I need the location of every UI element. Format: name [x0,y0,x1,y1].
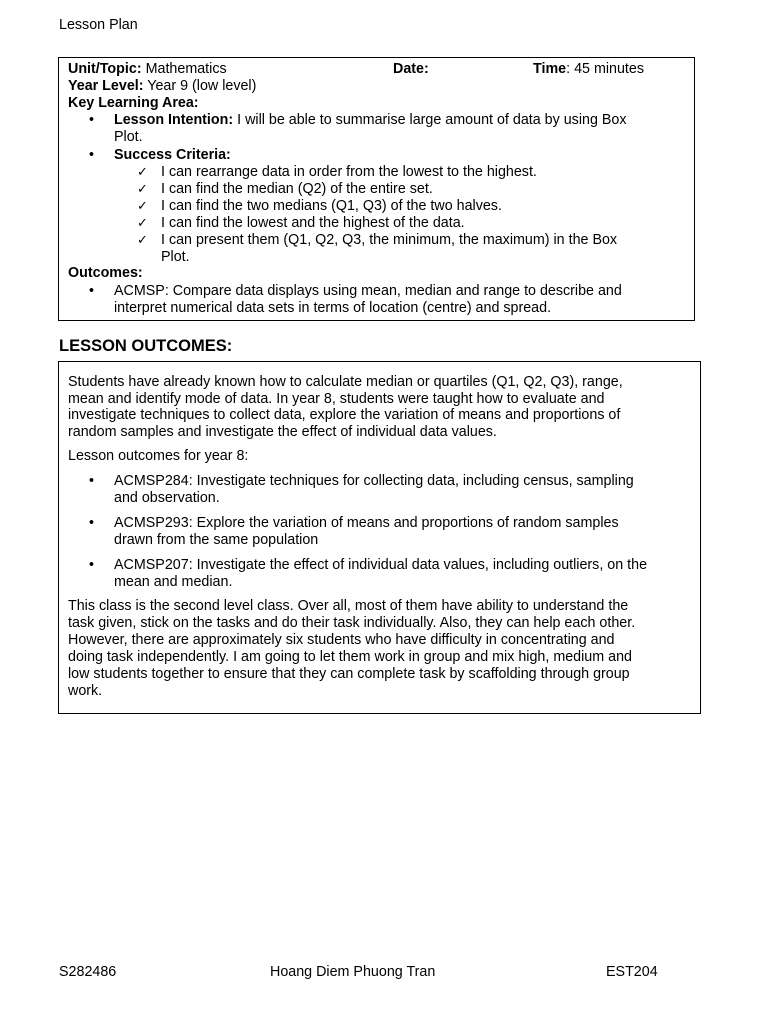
outcome-item-continuation: mean and median. [114,574,233,590]
lesson-outcomes-heading: LESSON OUTCOMES: [59,337,233,355]
lesson-outcomes-box [58,361,701,714]
outcome-text-continuation: interpret numerical data sets in terms of location (centre) and spread. [114,300,552,316]
checkmark-icon: ✓ [137,165,148,180]
footer-student-id: S282486 [59,964,117,980]
bullet-dot: • [89,515,95,531]
criteria-item: I can find the median (Q2) of the entire set. [161,181,433,197]
paragraph-line: investigate techniques to collect data, explore the variation of means and proportions of [68,407,621,423]
paragraph-line: random samples and investigate the effect of individual data values. [68,424,497,440]
bullet-dot: • [89,283,95,299]
lesson-intention-row [114,112,627,129]
paragraph-line: work. [68,683,103,699]
checkmark-icon: ✓ [137,199,148,214]
outcome-item: ACMSP207: Investigate the effect of individual data values, including outliers, on the [114,557,648,573]
year-value: Year 9 (low level) [147,78,257,94]
checkmark-icon: ✓ [137,216,148,231]
paragraph-line: This class is the second level class. Over all, most of them have ability to understand the [68,598,629,614]
success-criteria-label: Success Criteria: [114,147,231,163]
outcome-item-continuation: drawn from the same population [114,532,319,548]
unit-label: Unit/Topic: [68,61,142,77]
criteria-item: I can find the two medians (Q1, Q3) of the two halves. [161,198,502,214]
intention-text: I will be able to summarise large amount of data by using Box [237,112,627,128]
page-header-title: Lesson Plan [59,17,138,33]
criteria-item: I can present them (Q1, Q2, Q3, the minimum, the maximum) in the Box [161,232,618,248]
time-label: Time [533,61,567,77]
time-row [533,61,644,78]
paragraph-line: mean and identify mode of data. In year 8, students were taught how to evaluate and [68,391,605,407]
paragraph-line: low students together to ensure that they can complete task by scaffolding through group [68,666,630,682]
year-label: Year Level: [68,78,144,94]
time-value: : 45 minutes [566,61,645,77]
lesson-plan-box [58,57,695,321]
footer-course: EST204 [606,964,658,980]
paragraph-line: Students have already known how to calculate median or quartiles (Q1, Q2, Q3), range, [68,374,623,390]
intention-continuation: Plot. [114,129,143,145]
outcome-item-continuation: and observation. [114,490,220,506]
checkmark-icon: ✓ [137,233,148,248]
criteria-continuation: Plot. [161,249,190,265]
outcome-text: ACMSP: Compare data displays using mean, median and range to describe and [114,283,622,299]
bullet-dot: • [89,147,95,163]
bullet-dot: • [89,112,95,128]
checkmark-icon: ✓ [137,182,148,197]
intention-label: Lesson Intention: [114,112,234,128]
paragraph-line: doing task independently. I am going to let them work in group and mix high, medium and [68,649,632,665]
paragraph-line: However, there are approximately six students who have difficulty in concentrating and [68,632,615,648]
criteria-item: I can rearrange data in order from the lowest to the highest. [161,164,537,180]
criteria-item: I can find the lowest and the highest of the data. [161,215,465,231]
unit-value: Mathematics [145,61,227,77]
bullet-dot: • [89,473,95,489]
paragraph-line: task given, stick on the tasks and do their task individually. Also, they can help each other. [68,615,636,631]
year8-intro: Lesson outcomes for year 8: [68,448,249,464]
key-learning-area-label: Key Learning Area: [68,95,199,111]
year-level-row [68,78,256,95]
footer-author: Hoang Diem Phuong Tran [270,964,436,980]
outcomes-label: Outcomes: [68,265,143,281]
unit-topic-row [68,61,227,78]
outcome-item: ACMSP293: Explore the variation of means and proportions of random samples [114,515,619,531]
outcome-item: ACMSP284: Investigate techniques for collecting data, including census, sampling [114,473,634,489]
date-label: Date: [393,61,429,77]
bullet-dot: • [89,557,95,573]
